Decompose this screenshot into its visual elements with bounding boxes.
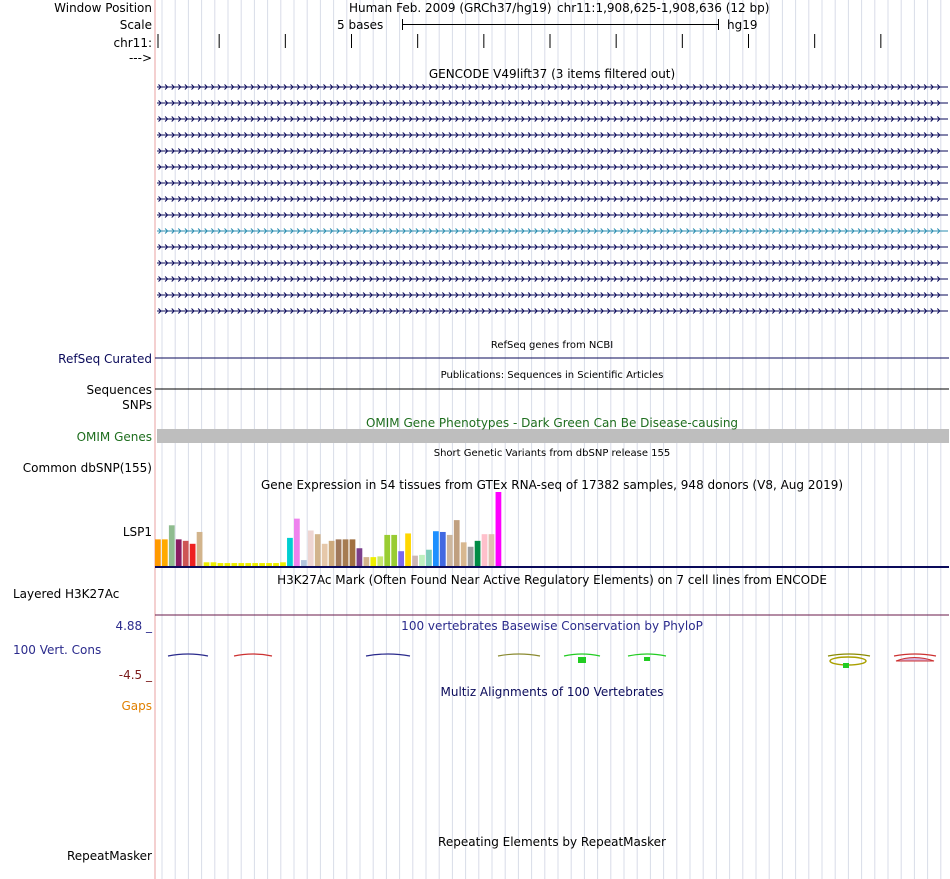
gtex-tissue-bar (454, 520, 460, 566)
gaps-label[interactable]: Gaps (121, 699, 152, 713)
gtex-tissue-bar (447, 535, 453, 566)
phylop-score-mark (894, 654, 936, 656)
scale-bar-right-tick (718, 19, 719, 30)
gtex-tissue-bar (294, 519, 300, 566)
chrom-label: chr11: (113, 36, 152, 50)
phylop-score-mark (498, 654, 540, 656)
phylop-score-mark (366, 654, 410, 656)
gtex-tissue-bar (190, 544, 196, 566)
gtex-tissue-bar (183, 541, 189, 566)
gtex-tissue-bar (252, 563, 258, 566)
phylop-score-mark (828, 654, 870, 656)
position-readout: chr11:1,908,625-1,908,636 (12 bp) (557, 1, 770, 15)
gtex-tissue-bar (231, 563, 237, 566)
gtex-tissue-bar (468, 547, 474, 566)
dbsnp-label[interactable]: Common dbSNP(155) (22, 461, 152, 475)
gtex-tissue-bar (218, 563, 224, 566)
gtex-tissue-bar (197, 532, 203, 566)
pubs-title: Publications: Sequences in Scientific Articles (440, 370, 664, 381)
gtex-tissue-bar (350, 539, 356, 566)
scale-bar (402, 24, 718, 25)
gtex-tissue-bar (308, 530, 314, 566)
conservation-title: 100 vertebrates Basewise Conservation by PhyloP (401, 619, 703, 633)
gtex-tissue-bar (315, 534, 321, 566)
assembly-title: Human Feb. 2009 (GRCh37/hg19) (349, 1, 552, 15)
gtex-tissue-bar (238, 563, 244, 566)
phylop-score-mark (628, 654, 666, 656)
gtex-tissue-bar (475, 541, 481, 566)
gtex-title: Gene Expression in 54 tissues from GTEx RNA-seq of 17382 samples, 948 donors (V8, Aug 2019) (260, 478, 844, 492)
gtex-tissue-bar (162, 539, 168, 566)
gtex-tissue-bar (426, 550, 432, 566)
gtex-tissue-bar (433, 531, 439, 566)
phylop-score-mark (564, 654, 600, 656)
gtex-tissue-bar (169, 525, 175, 566)
gtex-tissue-bar (391, 535, 397, 566)
conservation-ymin: -4.5 _ (118, 668, 152, 682)
gtex-tissue-bar (322, 544, 328, 566)
scale-bar-left-tick (402, 19, 403, 30)
refseq-label[interactable]: RefSeq Curated (58, 352, 152, 366)
gtex-tissue-bar (287, 538, 293, 566)
gtex-tissue-bar (405, 533, 411, 566)
window-position-label: Window Position (54, 1, 152, 15)
gtex-tissue-bar (211, 562, 217, 566)
refseq-title: RefSeq genes from NCBI (490, 340, 614, 351)
scale-label: Scale (119, 18, 152, 32)
omim-title: OMIM Gene Phenotypes - Dark Green Can Be Disease-causing (365, 416, 739, 430)
pubs-label[interactable]: Sequences (86, 383, 152, 397)
conservation-ymax: 4.88 _ (115, 619, 152, 633)
phylop-score-mark (234, 654, 272, 656)
gtex-tissue-bar (273, 563, 279, 566)
gtex-tissue-bar (370, 557, 376, 566)
gtex-tissue-bar (155, 539, 161, 566)
gtex-tissue-bar (266, 563, 272, 566)
gtex-tissue-bar (176, 539, 182, 566)
gtex-tissue-bar (384, 535, 390, 566)
gtex-tissue-bar (496, 492, 502, 566)
gtex-tissue-bar (377, 556, 383, 566)
repeatmasker-title: Repeating Elements by RepeatMasker (438, 835, 666, 849)
gtex-tissue-bar (225, 563, 231, 566)
gtex-tissue-bar (329, 541, 335, 566)
gtex-tissue-bar (489, 534, 495, 566)
snps-label[interactable]: SNPs (122, 398, 152, 412)
h3k27ac-title: H3K27Ac Mark (Often Found Near Active Regulatory Elements) on 7 cell lines from ENCODE (277, 573, 827, 587)
conservation-label[interactable]: 100 Vert. Cons (13, 643, 102, 657)
gtex-tissue-bar (419, 555, 425, 566)
gtex-gene-label[interactable]: LSP1 (122, 525, 152, 539)
phylop-score-mark (644, 657, 650, 661)
multiz-title: Multiz Alignments of 100 Vertebrates (440, 685, 664, 699)
gtex-tissue-bar (364, 557, 370, 566)
gtex-tissue-bar (259, 563, 265, 566)
gtex-tissue-bar (204, 562, 210, 566)
gtex-tissue-bar (245, 563, 251, 566)
phylop-score-mark (578, 657, 586, 663)
phylop-score-mark (843, 663, 849, 668)
gtex-tissue-bar (412, 556, 418, 566)
gtex-tissue-bar (440, 532, 446, 566)
gencode-title: GENCODE V49lift37 (3 items filtered out) (428, 67, 676, 81)
gtex-tissue-bar (398, 551, 404, 566)
omim-label[interactable]: OMIM Genes (76, 430, 152, 444)
db-label: hg19 (727, 18, 758, 32)
gtex-tissue-bar (336, 539, 342, 566)
gtex-tissue-bar (357, 548, 363, 566)
gtex-tissue-bar (280, 562, 286, 566)
gtex-tissue-bar (343, 539, 349, 566)
strand-label: ---> (128, 51, 152, 65)
gtex-tissue-bar (482, 534, 488, 566)
gtex-tissue-bar (461, 542, 467, 566)
h3k27ac-label[interactable]: Layered H3K27Ac (13, 587, 120, 601)
repeatmasker-label[interactable]: RepeatMasker (66, 849, 152, 863)
dbsnp-title: Short Genetic Variants from dbSNP release 155 (433, 448, 671, 459)
omim-feature-bar (157, 429, 949, 443)
scale-text: 5 bases (337, 18, 384, 32)
gtex-tissue-bar (301, 560, 307, 566)
